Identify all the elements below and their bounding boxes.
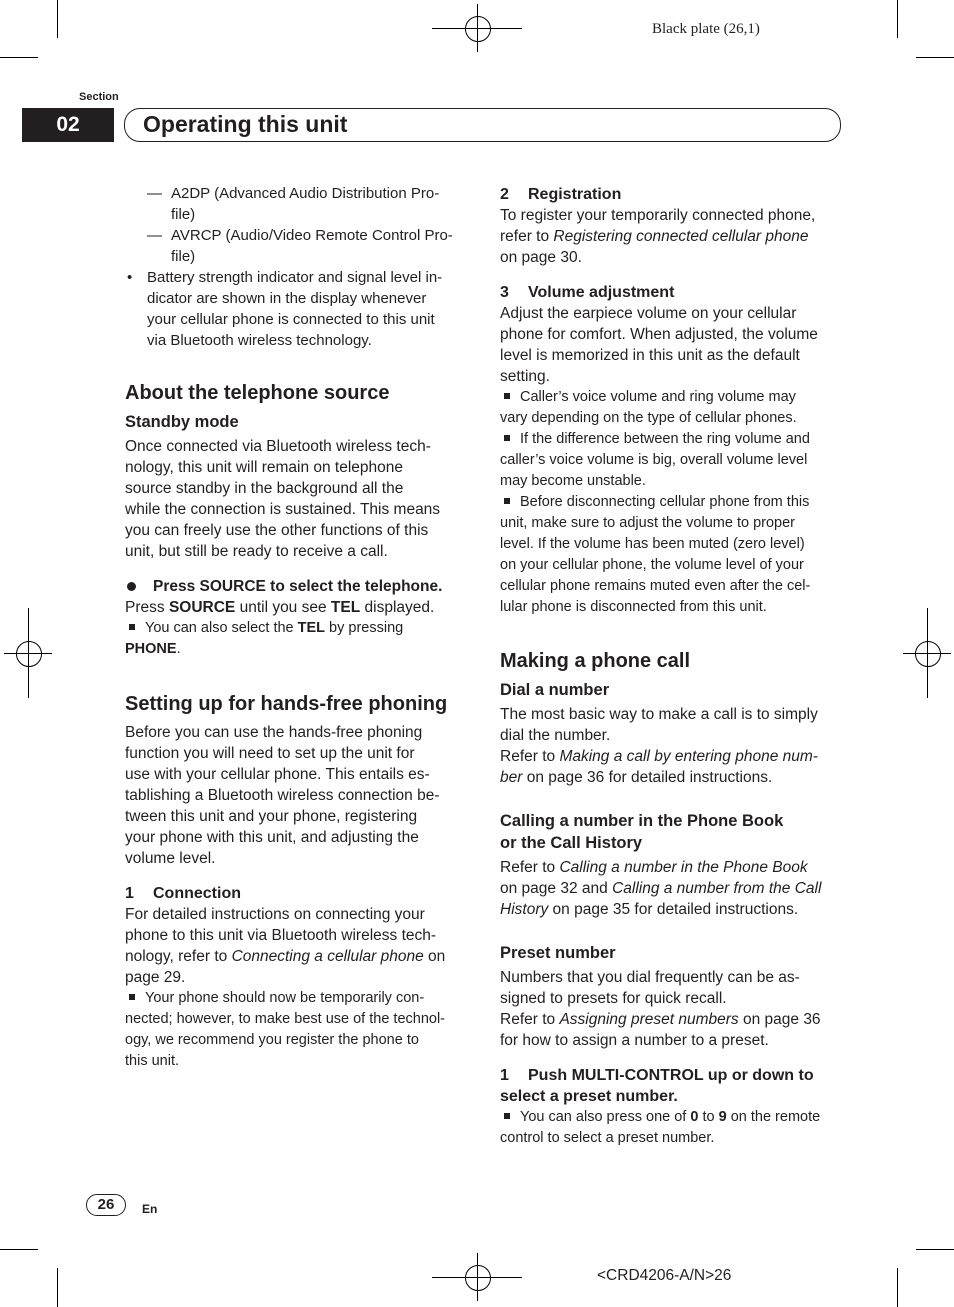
- volume-paragraph: Adjust the earpiece volume on your cellular phone for comfort. When adjusted, the volume level is memorized in this unit as the default setting.: [500, 305, 818, 385]
- note: Before disconnecting cellular phone from this unit, make sure to adjust the volume to proper level. If the volume has been muted (zero level) on your cellular phone, the volume level of your cellular phone remains muted even after the cel- lular phone is disconnected from this unit.: [500, 494, 811, 615]
- registration-paragraph: To register your temporarily connected phone, refer to Registering connected cellular phone on page 30.: [500, 207, 816, 266]
- standby-paragraph: Once connected via Bluetooth wireless tech- nology, this unit will remain on telephone source standby in the background all the while the connection is sustained. This means you can freely use the other functions of this unit, but still be ready to receive a call.: [125, 438, 441, 560]
- dial-number-heading: Dial a number: [500, 681, 610, 699]
- language-label: En: [142, 1202, 158, 1216]
- note: You can also select the TEL by pressing PHONE.: [125, 620, 404, 657]
- square-bullet-icon: [504, 435, 510, 441]
- page-number: 26: [86, 1194, 126, 1216]
- square-bullet-icon: [504, 498, 510, 504]
- note: If the difference between the ring volume and caller’s voice volume is big, overall volume level may become unstable.: [500, 431, 810, 489]
- square-bullet-icon: [504, 1113, 510, 1119]
- registration-step-heading: 2 Registration: [500, 186, 622, 203]
- volume-step-heading: 3 Volume adjustment: [500, 284, 675, 301]
- right-column: [500, 184, 845, 1149]
- making-call-heading: Making a phone call: [500, 650, 691, 672]
- bullet-dot-icon: [127, 582, 136, 591]
- section-label: Section: [79, 91, 119, 103]
- press-source-step: Press SOURCE to select the telephone.: [125, 576, 470, 597]
- page-title: Operating this unit: [124, 108, 841, 142]
- section-number: 02: [22, 108, 114, 142]
- press-source-body: Press SOURCE until you see TEL displayed.: [125, 599, 435, 616]
- note: Caller’s voice volume and ring volume may vary depending on the type of cellular phones.: [500, 389, 797, 426]
- dial-paragraph: The most basic way to make a call is to simply dial the number. Refer to Making a call by entering phone num- ber on page 36 for detailed instructions.: [500, 706, 818, 786]
- document-code: <CRD4206-A/N>26: [597, 1267, 732, 1284]
- telephone-source-heading: About the telephone source: [125, 382, 390, 404]
- square-bullet-icon: [504, 393, 510, 399]
- phonebook-heading: Calling a number in the Phone Book or the Call History: [500, 812, 784, 852]
- handsfree-paragraph: Before you can use the hands-free phoning function you will need to set up the unit for use with your cellular phone. This entails es- tablishing a Bluetooth wireless connection be- tween this unit and your phone, registering your phone with this unit, and adjusting the volume level.: [125, 724, 440, 867]
- list-item: • Battery strength indicator and signal level in- dicator are shown in the display whenever your cellular phone is connected to this unit via Bluetooth wireless technology.: [127, 269, 443, 349]
- preset-number-heading: Preset number: [500, 944, 616, 962]
- square-bullet-icon: [129, 994, 135, 1000]
- list-item: — A2DP (Advanced Audio Distribution Pro- file): [147, 185, 440, 223]
- phonebook-paragraph: Refer to Calling a number in the Phone Book on page 32 and Calling a number from the Call History on page 35 for detailed instructions.: [500, 859, 822, 918]
- left-column: [125, 183, 470, 1072]
- list-item: — AVRCP (Audio/Video Remote Control Pro- file): [147, 227, 453, 265]
- plate-label: Black plate (26,1): [652, 21, 760, 37]
- preset-step-heading: 1 Push MULTI-CONTROL up or down to select a preset number.: [500, 1067, 814, 1105]
- note: Your phone should now be temporarily con- nected; however, to make best use of the technol- ogy, we recommend you register the phone to this unit.: [125, 990, 445, 1069]
- standby-mode-heading: Standby mode: [125, 413, 239, 431]
- note: You can also press one of 0 to 9 on the remote control to select a preset number.: [500, 1109, 821, 1146]
- square-bullet-icon: [129, 624, 135, 630]
- connection-paragraph: For detailed instructions on connecting your phone to this unit via Bluetooth wireless tech- nology, refer to Connecting a cellular phone on page 29.: [125, 906, 446, 986]
- connection-step-heading: 1 Connection: [125, 885, 241, 902]
- handsfree-heading: Setting up for hands-free phoning: [125, 693, 448, 715]
- preset-paragraph: Numbers that you dial frequently can be as- signed to presets for quick recall. Refer to Assigning preset numbers on page 36 for how to assign a number to a preset.: [500, 969, 821, 1049]
